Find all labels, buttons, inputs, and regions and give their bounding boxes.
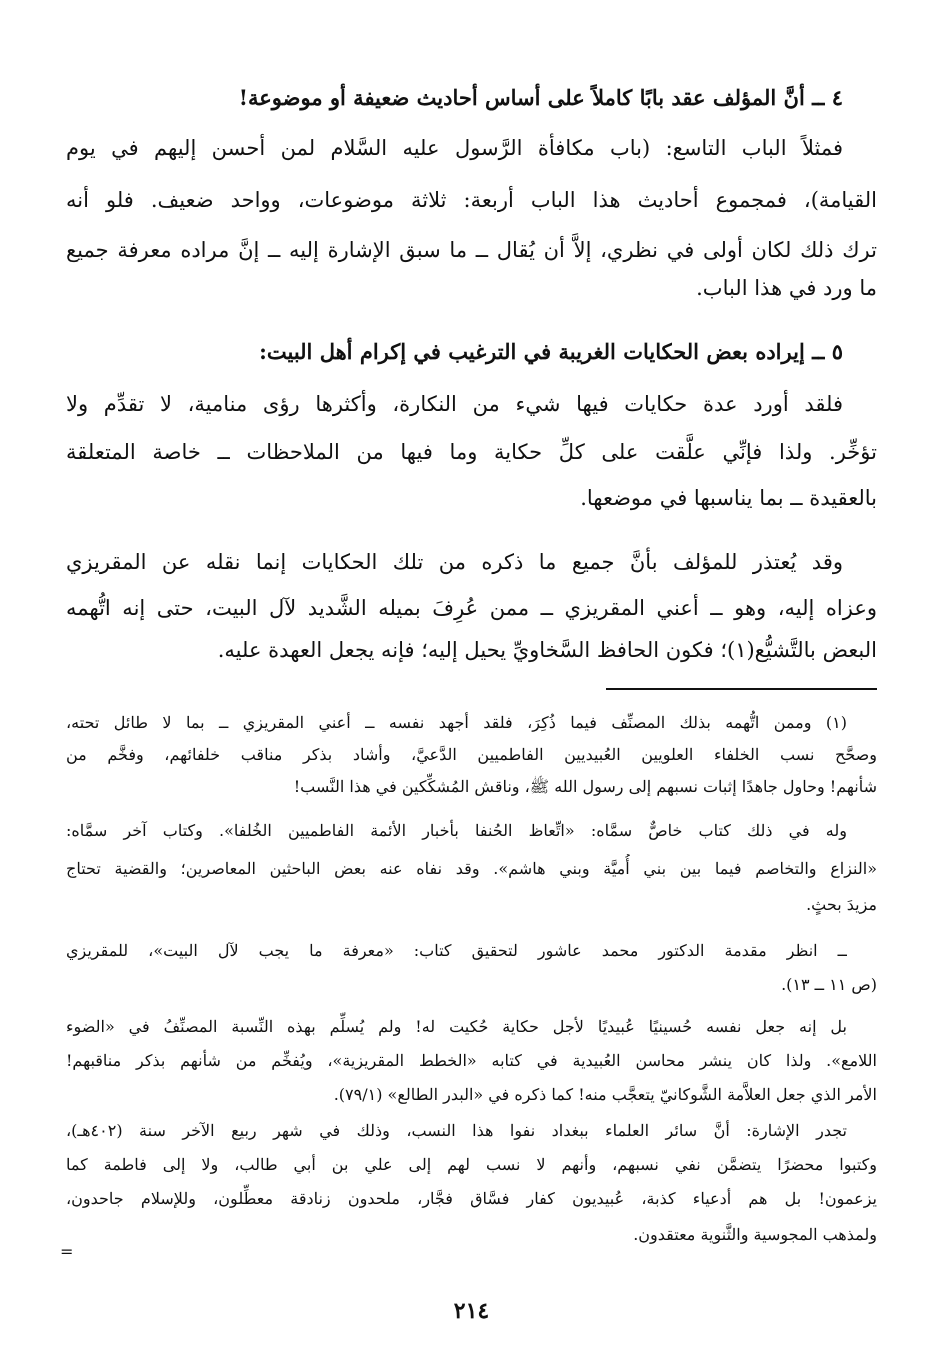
footnote-3-line-1: ــ انظر مقدمة الدكتور محمد عاشور لتحقيق كتاب: «معرفة ما يجب لآل البيت»، للمقريزي: [66, 941, 847, 960]
footnote-5-line-4: ولمذهب المجوسية والثَّنوية معتقدون.: [633, 1225, 877, 1244]
paragraph-2-line-3: بالعقيدة ــ بما يناسبها في موضعها.: [580, 486, 877, 510]
footnote-4-line-2: اللامع». ولذا كان ينشر محاسن العُبيدية في كتابه «الخطط المقريزية»، ويُفخِّم من شأنهم بذكر مناقبهم!: [66, 1051, 877, 1070]
paragraph-3-line-2: وعزاه إليه، وهو ــ أعني المقريزي ــ ممن عُرِفَ بميله الشَّديد لآل البيت، حتى إنه اتُّهمه: [66, 596, 877, 620]
paragraph-1-line-2: القيامة)، فمجموع أحاديث هذا الباب أربعة: ثلاثة موضوعات، وواحد ضعيف. فلو أنه: [66, 188, 877, 212]
paragraph-3-line-1: وقد يُعتذر للمؤلف بأنَّ جميع ما ذكره من تلك الحكايات إنما نقله عن المقريزي: [66, 550, 843, 574]
paragraph-2-line-1: فلقد أورد عدة حكايات فيها شيء من النكارة، وأكثرها رؤى منامية، لا تقدِّم ولا: [66, 392, 843, 416]
paragraph-3-line-3: البعض بالتَّشيُّع(١)؛ فكون الحافظ السَّخاويِّ يحيل إليه؛ فإنه يجعل العهدة عليه.: [217, 638, 877, 662]
footnote-5-line-2: وكتبوا محضرًا يتضمَّن نفي نسبهم، وأنهم لا نسب لهم إلى علي بن أبي طالب، ولا إلى فاطمة كما: [66, 1155, 877, 1174]
footnote-2-line-1: وله في ذلك كتاب خاصٌّ سمَّاه: «اتِّعاظ الحُنفا بأخبار الأئمة الفاطميين الخُلفا». وكتاب آخر سمَّاه:: [66, 821, 847, 840]
page-number: ٢١٤: [453, 1298, 490, 1324]
footnote-4-line-1: بل إنه جعل نفسه حُسينيًا عُبيديًا لأجل حكاية حُكيت له! ولم يُسلِّم بهذه النِّسبة المصنِّفُ في «الضوء: [66, 1017, 847, 1036]
paragraph-1-line-1: فمثلاً الباب التاسع: (باب مكافأة الرَّسول عليه السَّلام لمن أحسن إليهم في يوم: [66, 136, 843, 160]
footnote-3-line-2: (ص ١١ ــ ١٣).: [781, 975, 877, 994]
footnote-5-line-1: تجدر الإشارة: أنَّ سائر العلماء ببغداد نفوا هذا النسب، وذلك في شهر ربيع الآخر سنة (٤٠٢هـ)،: [66, 1121, 847, 1140]
footnote-1-line-2: وصحَّح نسب الخلفاء العلويين العُبيديين الفاطميين الدَّعيَّ، وأشاد بذكر مناقب خلفائهم، وفخَّم من: [66, 745, 877, 764]
paragraph-2-line-2: تؤخِّر. ولذا فإنِّي علَّقت على كلِّ حكاية وما فيها من الملاحظات ــ خاصة المتعلقة: [66, 440, 877, 464]
footnote-1-line-3: شأنهم! وحاول جاهدًا إثبات نسبهم إلى رسول الله ﷺ، وناقش المُشكِّكين في هذا النَّسب!: [293, 777, 877, 796]
continuation-mark: =: [60, 1242, 74, 1261]
footnote-4-line-3: الأمر الذي جعل العلاَّمة الشَّوكانيّ يتعجَّب منه! كما ذكره في «البدر الطالع» (٧٩/١).: [333, 1085, 877, 1104]
paragraph-1-line-4: ما ورد في هذا الباب.: [696, 276, 877, 300]
section-heading-5: ٥ ــ إيراده بعض الحكايات الغريبة في الترغيب في إكرام أهل البيت:: [259, 339, 843, 364]
section-heading-4: ٤ ــ أنَّ المؤلف عقد بابًا كاملاً على أساس أحاديث ضعيفة أو موضوعة!: [238, 85, 843, 110]
footnote-2-line-2: «النزاع والتخاصم فيما بين بني أُميَّة وبني هاشم». وقد نفاه عنه بعض الباحثين المعاصرين؛ والقضية تحتاج: [66, 859, 877, 878]
footnote-2-line-3: مزيدَ بحثٍ.: [806, 895, 877, 914]
footnote-separator: [606, 688, 877, 690]
footnote-1-line-1: (١) وممن اتُّهمه بذلك المصنِّف فيما ذُكِرَ، فلقد أجهد نفسه ــ أعني المقريزي ــ بما لا طائل تحته،: [66, 713, 847, 732]
paragraph-1-line-3: ترك ذلك لكان أولى في نظري، إلاَّ أن يُقال ــ ما سبق الإشارة إليه ــ إنَّ مراده معرفة جميع: [66, 238, 877, 262]
footnote-5-line-3: يزعمون! بل هم أدعياء كذبة، عُبيديون كفار فسَّاق فجَّار، ملحدون زنادقة معطِّلون، وللإسلام جاحدون،: [66, 1189, 877, 1208]
